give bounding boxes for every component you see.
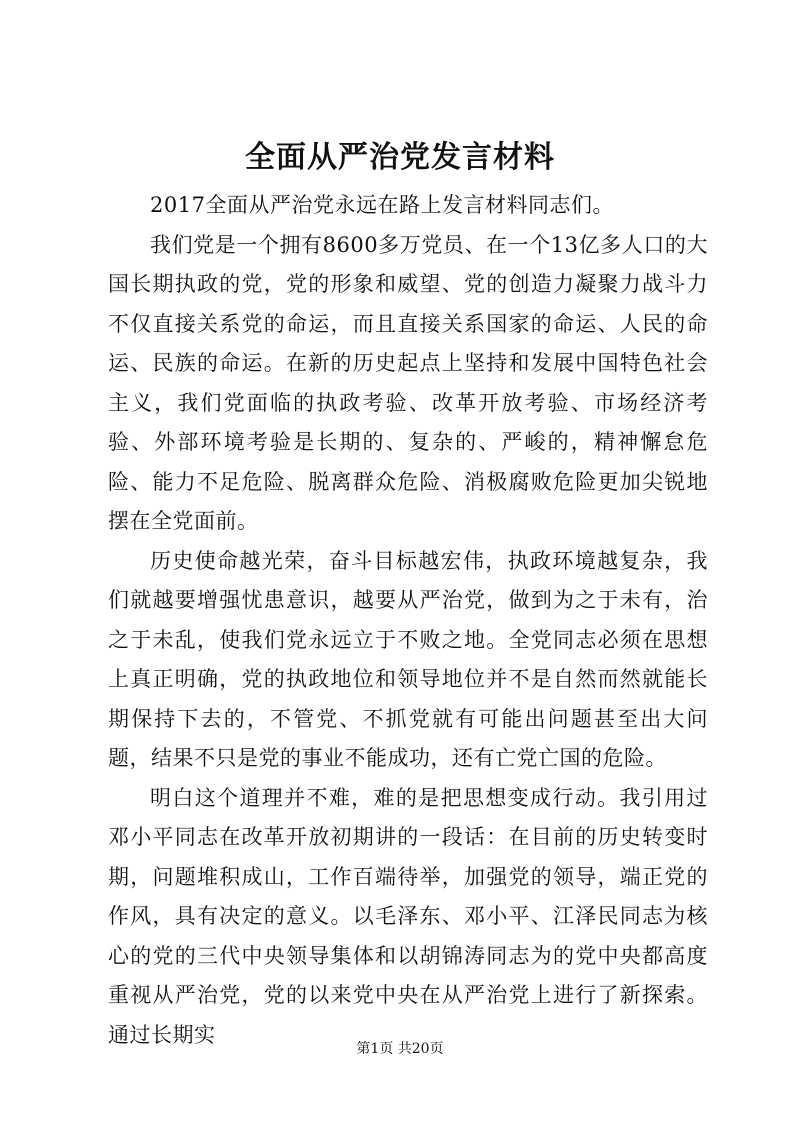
paragraph-2: 我们党是一个拥有8600多万党员、在一个13亿多人口的大国长期执政的党，党的形象和威望、党的创造力凝聚力战斗力不仅直接关系党的命运，而且直接关系国家的命运、人民的命运、民族的命运。在新的历史起点上坚持和发展中国特色社会主义，我们党面临的执政考验、改革开放考验、市场经济考验、外部环境考验是长期的、复杂的、严峻的，精神懈怠危险、能力不足危险、脱离群众危险、消极腐败危险更加尖锐地摆在全党面前。 [108, 232, 708, 533]
page-footer: 第1页 共20页 [356, 1041, 444, 1057]
document-body [108, 186, 708, 1055]
document-title: 全面从严治党发言材料 [245, 140, 555, 175]
paragraph-1: 2017全面从严治党永远在路上发言材料同志们。 [150, 193, 614, 217]
paragraph-4: 明白这个道理并不难，难的是把思想变成行动。我引用过邓小平同志在改革开放初期讲的一段话：在目前的历史转变时期，问题堆积成山，工作百端待举，加强党的领导，端正党的作风，具有决定的意义。以毛泽东、邓小平、江泽民同志为核心的党的三代中央领导集体和以胡锦涛同志为的党中央都高度重视从严治党，党的以来党中央在从严治党上进行了新探索。通过长期实 [108, 785, 708, 1047]
paragraph-3: 历史使命越光荣，奋斗目标越宏伟，执政环境越复杂，我们就越要增强忧患意识，越要从严治党，做到为之于未有，治之于未乱，使我们党永远立于不败之地。全党同志必须在思想上真正明确，党的执政地位和领导地位并不是自然而然就能长期保持下去的，不管党、不抓党就有可能出问题甚至出大问题，结果不只是党的事业不能成功，还有亡党亡国的危险。 [108, 548, 708, 770]
